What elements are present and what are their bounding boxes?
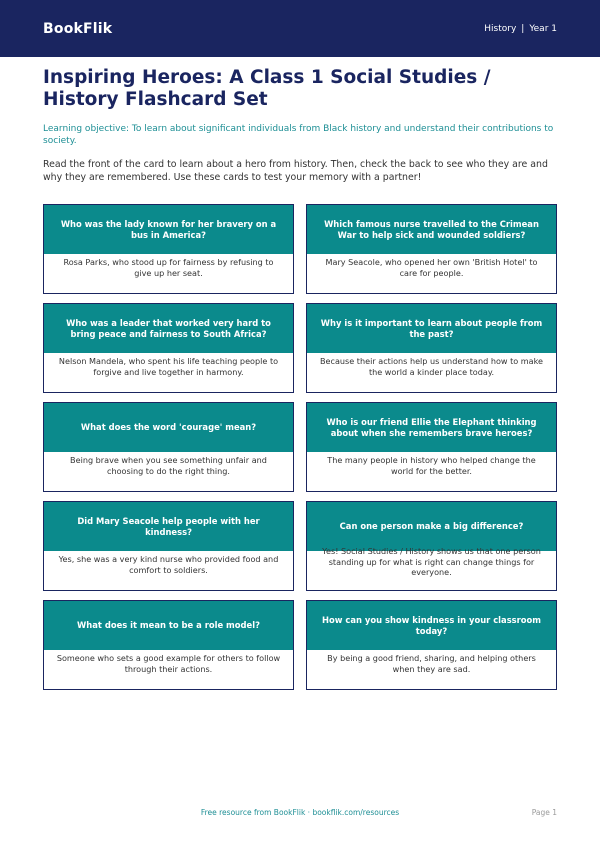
- flashcard-front: Who was the lady known for her bravery on a bus in America?: [44, 205, 293, 254]
- flashcard-back: By being a good friend, sharing, and helping others when they are sad.: [327, 653, 536, 674]
- flashcard-back: Someone who sets a good example for others to follow through their actions.: [56, 653, 281, 674]
- flashcard-front: Did Mary Seacole help people with her kindness?: [44, 502, 293, 551]
- flashcard-back: Yes! Social Studies / History shows us that one person standing up for what is right can change things for everyone.: [322, 546, 541, 577]
- flashcard-grid: [43, 204, 557, 690]
- flashcard[interactable]: [306, 402, 557, 492]
- flashcard[interactable]: [43, 303, 294, 393]
- flashcard-back: Nelson Mandela, who spent his life teaching people to forgive and live together in harmony.: [58, 356, 279, 377]
- flashcard-front: Who is our friend Ellie the Elephant thinking about when she remembers brave heroes?: [307, 403, 556, 452]
- flashcard-front: How can you show kindness in your classroom today?: [307, 601, 556, 650]
- flashcard-front: Which famous nurse travelled to the Crimean War to help sick and wounded soldiers?: [307, 205, 556, 254]
- flashcard-back: Rosa Parks, who stood up for fairness by refusing to give up her seat.: [63, 257, 274, 278]
- flashcard[interactable]: [306, 501, 557, 591]
- flashcard[interactable]: [43, 600, 294, 690]
- learning-objective: Learning objective: To learn about significant individuals from Black history and understand their contributions to society.: [43, 124, 554, 146]
- flashcard-back: Mary Seacole, who opened her own 'British Hotel' to care for people.: [325, 257, 538, 278]
- page-number: Page 1: [531, 808, 557, 817]
- flashcard-front: Who was a leader that worked very hard to bring peace and fairness to South Africa?: [44, 304, 293, 353]
- flashcard-back: Because their actions help us understand how to make the world a kinder place today.: [319, 356, 544, 377]
- page-title: Inspiring Heroes: A Class 1 Social Studies / History Flashcard Set: [43, 67, 491, 110]
- flashcard[interactable]: [43, 402, 294, 492]
- breadcrumb: [484, 24, 557, 34]
- flashcard[interactable]: [306, 600, 557, 690]
- flashcard-front: Can one person make a big difference?: [307, 502, 556, 551]
- footer-credit[interactable]: Free resource from BookFlik · bookflik.com/resources: [200, 808, 400, 817]
- flashcard[interactable]: [43, 501, 294, 591]
- flashcard[interactable]: [43, 204, 294, 294]
- flashcard-back: Being brave when you see something unfair and choosing to do the right thing.: [70, 455, 267, 476]
- breadcrumb-separator: |: [521, 23, 525, 34]
- intro-text: Read the front of the card to learn about a hero from history. Then, check the back to see who they are and why they are remembered. Use these cards to test your memory with a partner!: [43, 159, 548, 183]
- brand-logo[interactable]: BookFlik: [43, 20, 113, 37]
- flashcard-back: The many people in history who helped change the world for the better.: [327, 455, 536, 476]
- flashcard[interactable]: [306, 303, 557, 393]
- flashcard-front: What does the word 'courage' mean?: [44, 403, 293, 452]
- header-bar: [0, 0, 600, 57]
- breadcrumb-subject[interactable]: History: [484, 23, 517, 34]
- flashcard-front: What does it mean to be a role model?: [44, 601, 293, 650]
- flashcard[interactable]: [306, 204, 557, 294]
- flashcard-back: Yes, she was a very kind nurse who provided food and comfort to soldiers.: [58, 554, 279, 575]
- breadcrumb-year[interactable]: Year 1: [529, 23, 557, 34]
- flashcard-front: Why is it important to learn about people from the past?: [307, 304, 556, 353]
